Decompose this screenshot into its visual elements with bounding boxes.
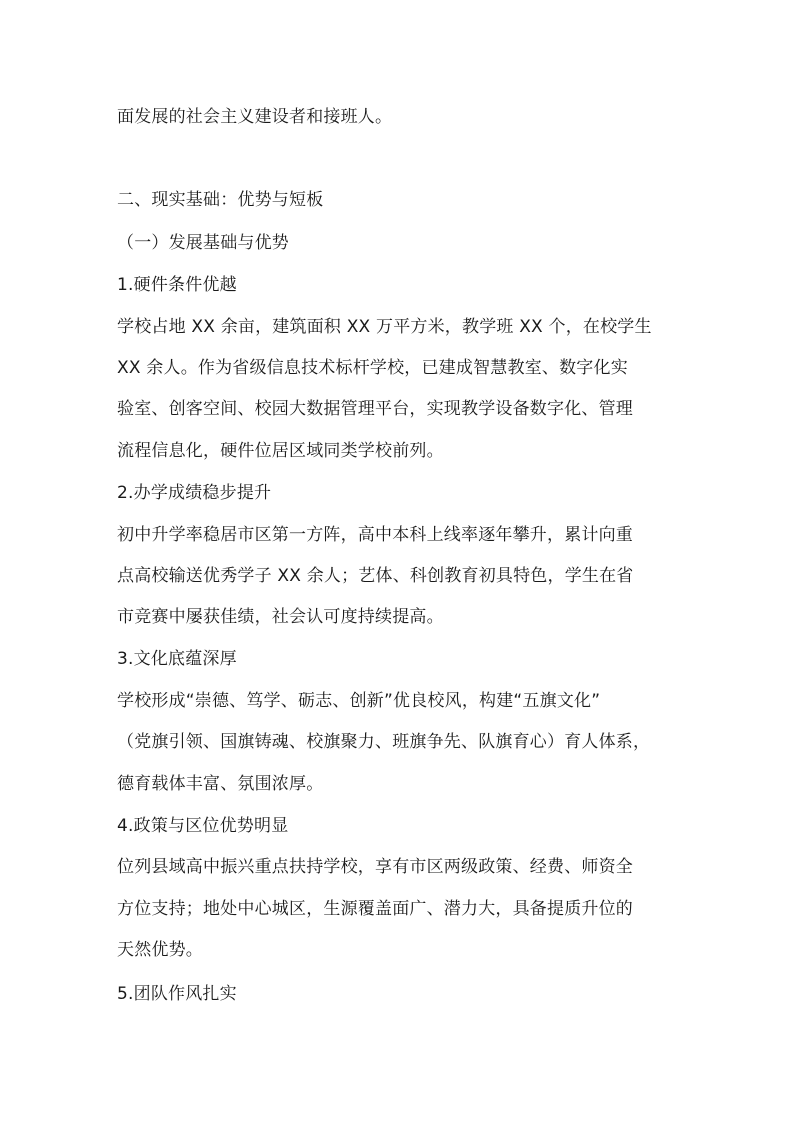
subsection-title: （一）发展基础与优势 [117, 233, 289, 253]
paragraph-line: 学校占地 XX 余亩，建筑面积 XX 万平方米，教学班 XX 个，在校学生 [117, 317, 652, 337]
item-heading-3: 3.文化底蕴深厚 [117, 649, 237, 669]
paragraph-line: 德育载体丰富、氛围浓厚。 [117, 774, 324, 794]
paragraph-line: 流程信息化，硬件位居区域同类学校前列。 [117, 441, 444, 461]
paragraph-line: 方位支持；地处中心城区，生源覆盖面广、潜力大，具备提质升位的 [117, 899, 633, 919]
paragraph-line: 点高校输送优秀学子 XX 余人；艺体、科创教育初具特色，学生在省 [117, 566, 634, 586]
paragraph-line: 位列县域高中振兴重点扶持学校，享有市区两级政策、经费、师资全 [117, 857, 633, 877]
paragraph-line: 验室、创客空间、校园大数据管理平台，实现教学设备数字化、管理 [117, 399, 633, 419]
paragraph-line: 天然优势。 [117, 940, 203, 960]
paragraph-line: （党旗引领、国旗铸魂、校旗聚力、班旗争先、队旗育心）育人体系， [117, 732, 651, 752]
paragraph-line: XX 余人。作为省级信息技术标杆学校，已建成智慧教室、数字化实 [117, 358, 628, 378]
item-heading-5: 5.团队作风扎实 [117, 984, 237, 1004]
intro-tail-text: 面发展的社会主义建设者和接班人。 [117, 107, 393, 127]
item-heading-1: 1.硬件条件优越 [117, 275, 237, 295]
paragraph-line: 学校形成“崇德、笃学、砺志、创新”优良校风，构建“五旗文化” [117, 691, 601, 711]
paragraph-line: 市竞赛中屡获佳绩，社会认可度持续提高。 [117, 607, 444, 627]
item-heading-4: 4.政策与区位优势明显 [117, 816, 289, 836]
paragraph-line: 初中升学率稳居市区第一方阵，高中本科上线率逐年攀升，累计向重 [117, 525, 633, 545]
section-title: 二、现实基础：优势与短板 [117, 190, 324, 210]
item-heading-2: 2.办学成绩稳步提升 [117, 483, 272, 503]
